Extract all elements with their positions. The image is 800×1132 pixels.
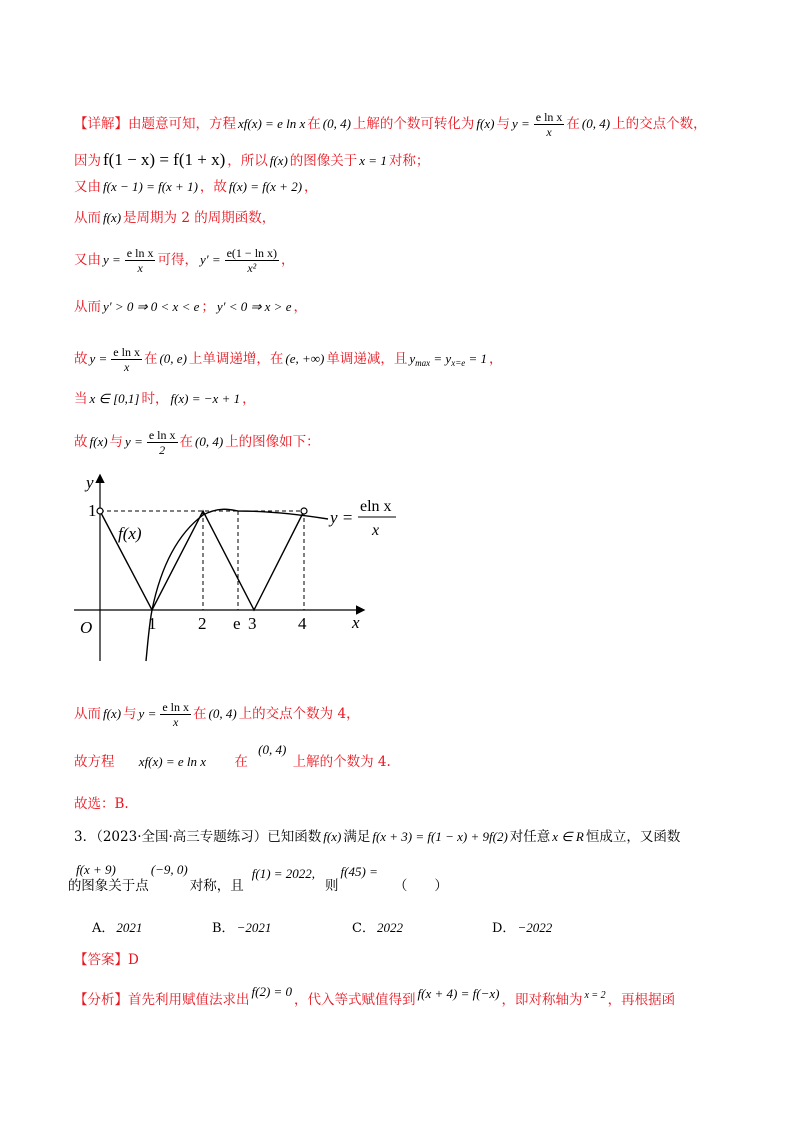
math: (0, 4) [195,434,224,449]
math: x = 2 [584,990,606,1001]
text: 从而 [74,210,101,226]
text: 在 [566,116,580,132]
math: (−9, 0) [150,862,188,877]
fraction [225,246,279,275]
text: 在 [143,351,158,367]
math: y′ = [199,252,221,267]
text: 故 [74,351,88,367]
denominator: x [546,125,552,139]
math: x = 1 [359,153,387,168]
text: 上的交点个数为 4， [238,706,360,722]
math: y = [103,252,121,267]
text: 故方程 [74,754,115,770]
origin-label: O [80,618,93,637]
curve-label-numerator: eln x [360,498,392,515]
line-5 [74,246,760,275]
text: 上单调递增，在 [188,351,284,367]
text: 在 [193,706,207,722]
text: 上解的个数可转化为 [352,116,475,132]
text: 从而 [74,299,101,315]
numerator: e ln x [535,110,563,124]
text: 的图像关于 [289,153,358,169]
answer-choice-line: 故选：B. [74,796,129,812]
text: 又由 [74,252,101,268]
text: ， [293,299,307,315]
text: 上解的个数为 4. [292,754,391,770]
answer-blank: （ ） [393,878,448,894]
fx-label: f(x) [118,524,142,543]
text: ，再根据函 [607,992,676,1008]
math: y′ > 0 ⇒ 0 < x < e [103,299,200,314]
text: ； [201,299,215,315]
text: 满足 [343,829,371,845]
fraction [160,700,191,729]
fraction [125,246,156,275]
open-point-4-1 [301,508,307,514]
text: 当 [74,391,88,407]
denominator: x [123,360,130,374]
math: f(x) = −x + 1 [170,391,241,406]
math-symbol: = y [433,351,452,366]
text: 3．（2023·全国·高三专题练习）已知函数 [74,829,322,845]
option-value: −2022 [517,920,553,935]
text: 在 [307,116,321,132]
text: 则 [325,878,339,894]
math: y = [511,116,530,131]
text: 又由 [74,179,101,195]
x-tick-3: 3 [248,614,257,633]
text: 【详解】由题意可知，方程 [74,116,236,132]
math: (0, 4) [581,116,611,131]
text: 对称，且 [189,878,244,894]
subscript: max [415,358,431,368]
x-tick-1: 1 [148,614,157,633]
option-letter: B． [212,921,235,936]
line-3 [74,177,760,197]
function-graph [60,466,420,666]
text: 对任意 [509,829,551,845]
denominator: x² [247,261,257,275]
text: ，即对称轴为 [501,992,583,1008]
x-tick-e: e [233,614,241,633]
x-tick-4: 4 [298,614,307,633]
math: f(x) [269,153,288,168]
math: (e, +∞) [285,351,325,366]
line-7 [74,345,760,374]
line-4 [74,208,760,228]
text: ，代入等式赋值得到 [294,992,416,1008]
math: f(x) [103,210,122,225]
denominator: x [173,715,179,729]
text: 恒成立，又函数 [585,829,681,845]
option-value: −2021 [236,920,272,935]
option-letter: A． [92,921,115,936]
math: xf(x) = e ln x [138,754,207,769]
line-2 [74,150,760,171]
text: 的图象关于点 [67,878,149,894]
math: xf(x) = e ln x [238,116,306,131]
open-point-0-1 [97,508,103,514]
text: 单调递减，且 [326,351,408,367]
math: y = [138,706,157,721]
math-symbol: y [409,351,416,366]
text: 可得， [157,252,198,268]
answer-label: 【答案】D [74,952,139,968]
math: f(1 − x) = f(1 + x) [103,150,226,169]
math: f(x) [476,116,495,131]
line-13 [74,827,760,847]
text: 在 [234,754,248,770]
math: f(x + 9) [76,862,116,877]
math: (0, 4) [208,706,237,721]
numerator: e ln x [113,345,140,359]
numerator: e ln x [148,428,176,442]
line-6 [74,297,760,317]
option-d [492,917,554,936]
math: x ∈ R [552,829,584,844]
y-axis-label: y [86,473,94,492]
math: (0, e) [159,351,187,366]
curve-label-denominator: x [372,522,380,539]
text: 与 [109,434,124,450]
subscript: x=e [451,358,466,368]
text: 对称； [388,153,430,169]
denominator: x [137,261,143,275]
numerator: e(1 − ln x) [226,246,278,260]
line-11 [74,742,760,772]
option-value: 2022 [376,920,403,935]
math-symbol: = 1 [468,351,488,366]
line-16 [74,984,760,1012]
text: 在 [179,434,194,450]
text: ， [304,179,318,195]
math: f(x) = f(x + 2) [228,179,303,194]
math: f(x + 3) = f(1 − x) + 9f(2) [372,829,508,844]
y-tick-1: 1 [88,501,97,520]
text: ， [281,252,295,268]
math: y = [89,351,108,366]
text: 因为 [74,153,101,169]
option-b [212,917,273,936]
text: ，故 [199,179,227,195]
text: ，所以 [227,153,268,169]
x-tick-2: 2 [198,614,207,633]
option-letter: C． [352,921,375,936]
fraction [147,428,178,457]
text: 故 [74,434,88,450]
line-8 [74,389,760,409]
math: f(x) [89,434,108,449]
text: ， [242,391,256,407]
text: 上的图像如下： [225,434,320,450]
option-c [352,917,405,936]
text: 与 [123,706,137,722]
numerator: e ln x [162,700,190,714]
math: y′ < 0 ⇒ x > e [216,299,292,314]
math: (0, 4) [322,116,351,131]
option-a [92,917,144,936]
fraction [111,345,142,374]
math: f(x + 4) = f(−x) [417,986,500,1001]
text: ， [489,351,503,367]
text: 时， [141,391,169,407]
text: 从而 [74,706,101,722]
line-10 [74,700,760,729]
math: f(x) [103,706,122,721]
line-1 [74,110,760,139]
text: 上的交点个数， [612,116,707,132]
curve-label-y: y = [330,508,354,527]
option-value: 2021 [116,920,143,935]
text: 是周期为 2 的周期函数， [123,210,276,226]
text: 与 [496,116,510,132]
eln-curve [146,509,328,661]
math: f(2) = 0 [251,984,293,999]
math: y = [125,434,143,449]
line-14 [67,862,760,894]
denominator: 2 [159,443,166,457]
math: f(45) = [340,864,378,879]
math: x ∈ [0,1] [89,391,140,406]
numerator: e ln x [126,246,154,260]
math: (0, 4) [258,742,287,757]
math: f(x) [323,829,342,844]
math: f(x − 1) = f(x + 1) [103,179,198,194]
line-9 [74,428,760,457]
option-letter: D． [492,921,516,936]
math [407,351,489,366]
fraction [534,110,565,139]
math: f(1) = 2022, [251,866,316,881]
text: 【分析】首先利用赋值法求出 [74,992,250,1008]
x-axis-label: x [352,613,360,632]
